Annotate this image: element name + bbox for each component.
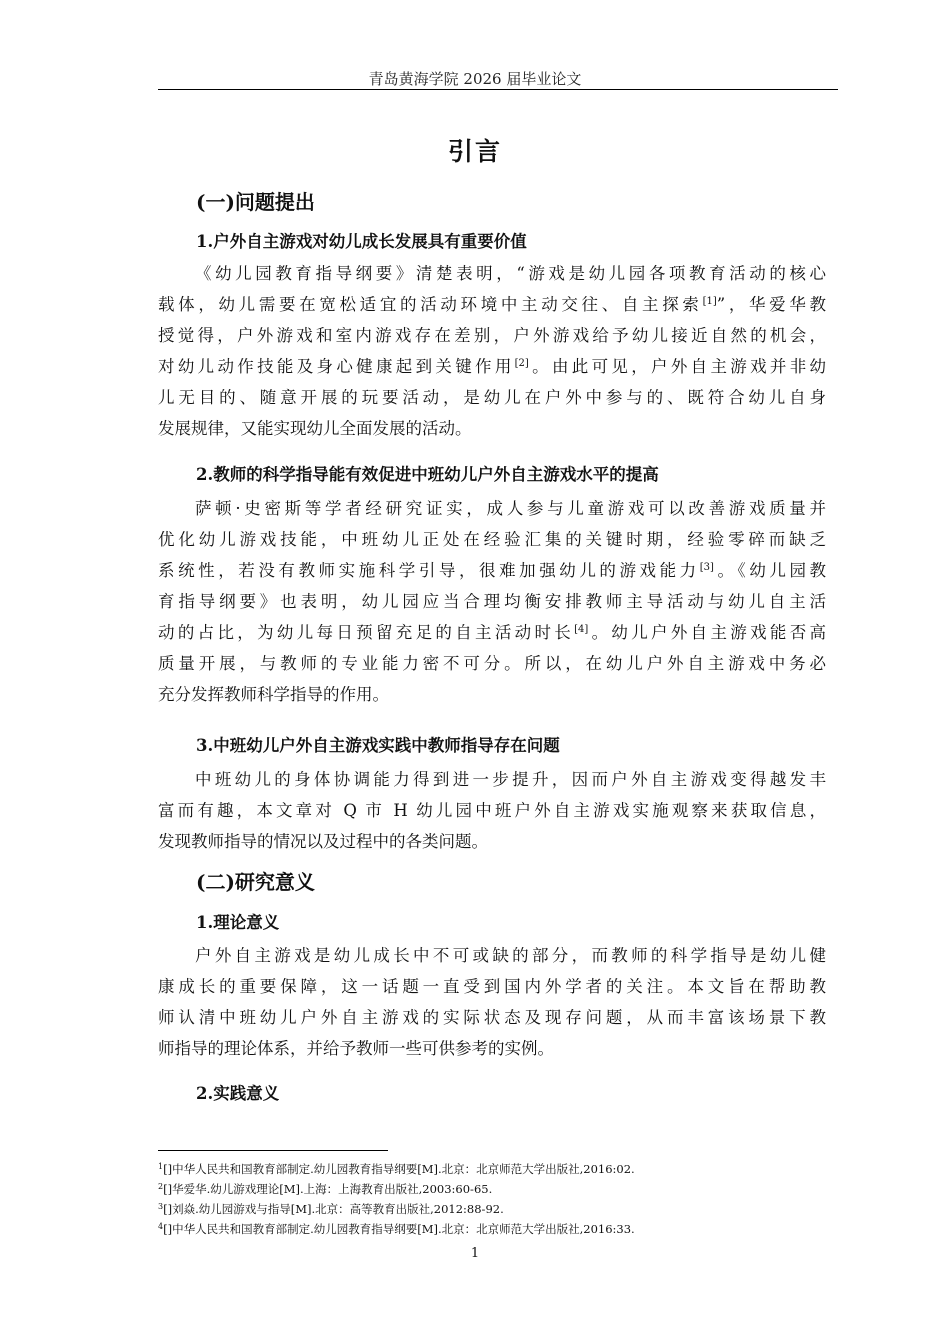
paragraph-value	[158, 258, 826, 444]
citation-ref: [2]	[514, 358, 529, 369]
footnotes	[158, 1158, 838, 1238]
text-line	[158, 351, 826, 382]
text-line: 优化幼儿游戏技能，中班幼儿正处在经验汇集的关键时期，经验零碎而缺乏	[158, 530, 826, 549]
running-header: 青岛黄海学院 2026 届毕业论文	[368, 70, 582, 88]
text-fragment: 对幼儿动作技能及身心健康起到关键作用	[158, 357, 515, 376]
footnote-mark: 1	[158, 1162, 164, 1171]
text-line	[158, 555, 826, 586]
footnote-item	[158, 1178, 838, 1198]
footnote-mark: 3	[158, 1202, 164, 1211]
text-fragment: 载体，幼儿需要在宽松适宜的活动环境中主动交往、自主探索	[158, 295, 703, 314]
text-fragment: 。幼儿户外自主游戏能否高	[588, 623, 827, 642]
text-line: 育指导纲要》也表明，幼儿园应当合理均衡安排教师主导活动与幼儿自主活	[158, 592, 826, 611]
text-fragment: ”，华爱华教	[716, 295, 827, 314]
footnote-item	[158, 1198, 838, 1218]
subsection-heading-practice: 2.实践意义	[196, 1084, 280, 1103]
subsection-heading-problems: 3.中班幼儿户外自主游戏实践中教师指导存在问题	[196, 736, 560, 755]
text-line: 儿无目的、随意开展的玩要活动，是幼儿在户外中参与的、既符合幼儿自身	[158, 388, 826, 407]
citation-ref: [4]	[574, 624, 589, 635]
footnote-mark: 2	[158, 1182, 164, 1191]
citation-ref: [1]	[702, 296, 717, 307]
text-line: 师认清中班幼儿户外自主游戏的实际状态及现存问题，从而丰富该场景下教	[158, 1008, 826, 1027]
text-fragment: 。《幼儿园教	[713, 561, 827, 580]
text-line: 富而有趣，本文章对 Q 市 H 幼儿园中班户外自主游戏实施观察来获取信息，	[158, 801, 826, 820]
text-line: 康成长的重要保障，这一话题一直受到国内外学者的关注。本文旨在帮助教	[158, 977, 826, 996]
footnote-divider	[158, 1150, 388, 1151]
chapter-title: 引言	[447, 137, 502, 166]
paragraph-theory	[158, 940, 826, 1064]
footnote-item	[158, 1158, 838, 1178]
text-line: 《幼儿园教育指导纲要》清楚表明，“游戏是幼儿园各项教育活动的核心	[195, 264, 826, 283]
text-fragment: 系统性，若没有教师实施科学引导，很难加强幼儿的游戏能力	[158, 561, 700, 580]
text-line: 发现教师指导的情况以及过程中的各类问题。	[158, 832, 488, 851]
text-line: 授觉得，户外游戏和室内游戏存在差别，户外游戏给予幼儿接近自然的机会，	[158, 326, 826, 345]
text-line	[158, 617, 826, 648]
text-line: 质量开展，与教师的专业能力密不可分。所以，在幼儿户外自主游戏中务必	[158, 654, 826, 673]
header-divider	[158, 89, 838, 90]
page-number: 1	[470, 1246, 480, 1261]
text-line: 萨顿·史密斯等学者经研究证实，成人参与儿童游戏可以改善游戏质量并	[195, 499, 826, 518]
text-line: 中班幼儿的身体协调能力得到进一步提升，因而户外自主游戏变得越发丰	[195, 770, 826, 789]
footnote-text: []华爱华.幼儿游戏理论[M].上海：上海教育出版社,2003:60-65.	[163, 1182, 493, 1196]
footnote-text: []中华人民共和国教育部制定.幼儿园教育指导纲要[M].北京：北京师范大学出版社,2016:02.	[163, 1162, 635, 1176]
footnote-item	[158, 1218, 838, 1238]
section-heading-significance: (二)研究意义	[196, 870, 315, 894]
citation-ref: [3]	[699, 562, 714, 573]
subsection-heading-theory: 1.理论意义	[196, 913, 280, 932]
text-line: 师指导的理论体系，并给予教师一些可供参考的实例。	[158, 1039, 554, 1058]
section-heading-problem: (一)问题提出	[196, 190, 315, 214]
footnote-text: []中华人民共和国教育部制定.幼儿园教育指导纲要[M].北京：北京师范大学出版社,2016:33.	[163, 1222, 635, 1236]
paragraph-guidance	[158, 493, 826, 710]
subsection-heading-guidance: 2.教师的科学指导能有效促进中班幼儿户外自主游戏水平的提高	[196, 465, 659, 484]
footnote-mark: 4	[158, 1222, 164, 1231]
footnote-text: []刘焱.幼儿园游戏与指导[M].北京：高等教育出版社,2012:88-92.	[163, 1202, 504, 1216]
text-line	[158, 289, 826, 320]
text-fragment: 动的占比，为幼儿每日预留充足的自主活动时长	[158, 623, 575, 642]
text-line: 发展规律，又能实现幼儿全面发展的活动。	[158, 419, 472, 438]
paragraph-problems	[158, 764, 826, 857]
subsection-heading-value: 1.户外自主游戏对幼儿成长发展具有重要价值	[196, 232, 527, 251]
text-fragment: 。由此可见，户外自主游戏并非幼	[528, 357, 827, 376]
text-line: 充分发挥教师科学指导的作用。	[158, 685, 389, 704]
text-line: 户外自主游戏是幼儿成长中不可或缺的部分，而教师的科学指导是幼儿健	[195, 946, 826, 965]
